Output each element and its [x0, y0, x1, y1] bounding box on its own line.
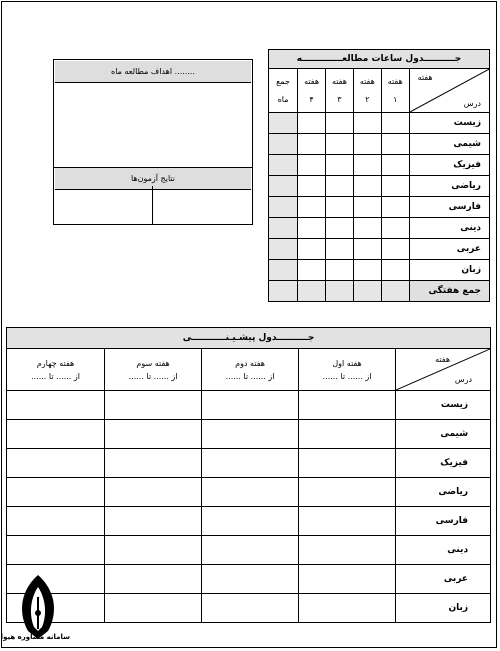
- hours-total-cell[interactable]: [269, 260, 298, 281]
- plan-cell[interactable]: [299, 565, 396, 594]
- plan-cell[interactable]: [299, 536, 396, 565]
- hours-cell[interactable]: [381, 218, 409, 239]
- hours-cell[interactable]: [353, 155, 381, 176]
- hours-total-cell[interactable]: [269, 176, 298, 197]
- hours-total-cell[interactable]: [269, 197, 298, 218]
- goals-write-area[interactable]: [54, 83, 252, 168]
- plan-cell[interactable]: [299, 449, 396, 478]
- hours-cell[interactable]: [326, 176, 354, 197]
- hours-weekly-total-cell[interactable]: [326, 281, 354, 302]
- plan-cell[interactable]: [202, 391, 299, 420]
- hours-corner-cell: [409, 69, 489, 113]
- plan-cell[interactable]: [202, 449, 299, 478]
- hours-subject: فیزیک: [409, 155, 489, 176]
- hours-subject: ریاضی: [409, 176, 489, 197]
- results-write-area[interactable]: [54, 190, 252, 224]
- plan-cell[interactable]: [202, 420, 299, 449]
- hours-total-cell[interactable]: [269, 155, 298, 176]
- hours-week-header: هفته ۱: [381, 69, 409, 113]
- hours-total-cell[interactable]: [269, 134, 298, 155]
- plan-subject: عربی: [396, 565, 491, 594]
- hours-grand-total-cell[interactable]: [269, 281, 298, 302]
- hours-cell[interactable]: [353, 134, 381, 155]
- plan-subject: دینی: [396, 536, 491, 565]
- hours-cell[interactable]: [353, 113, 381, 134]
- plan-corner-week: هفته: [435, 355, 451, 364]
- hours-subject: زیست: [409, 113, 489, 134]
- hours-cell[interactable]: [326, 134, 354, 155]
- plan-week-header: هفته چهارم از ...... تا ......: [7, 349, 105, 391]
- plan-cell[interactable]: [105, 536, 202, 565]
- hours-cell[interactable]: [298, 218, 326, 239]
- hours-cell[interactable]: [298, 239, 326, 260]
- plan-cell[interactable]: [299, 594, 396, 623]
- hours-subject: زبان: [409, 260, 489, 281]
- goals-results-box: [53, 59, 253, 225]
- hours-weekly-total-label: جمع هفتگی: [409, 281, 489, 302]
- hours-cell[interactable]: [381, 134, 409, 155]
- plan-week-header: هفته دوم از ...... تا ......: [202, 349, 299, 391]
- plan-cell[interactable]: [105, 594, 202, 623]
- plan-subject: زبان: [396, 594, 491, 623]
- plan-cell[interactable]: [202, 507, 299, 536]
- hours-total-header: جمع ماه: [269, 69, 298, 113]
- study-hours-table: [268, 49, 490, 302]
- hours-subject: فارسی: [409, 197, 489, 218]
- hours-cell[interactable]: [353, 239, 381, 260]
- hours-cell[interactable]: [298, 134, 326, 155]
- hours-subject: دینی: [409, 218, 489, 239]
- plan-subject: ریاضی: [396, 478, 491, 507]
- hours-cell[interactable]: [298, 260, 326, 281]
- hours-cell[interactable]: [326, 260, 354, 281]
- hours-cell[interactable]: [353, 218, 381, 239]
- plan-week-header: هفته اول از ...... تا ......: [299, 349, 396, 391]
- plan-cell[interactable]: [7, 536, 105, 565]
- plan-subject: شیمی: [396, 420, 491, 449]
- hours-cell[interactable]: [353, 176, 381, 197]
- hours-cell[interactable]: [381, 239, 409, 260]
- hours-cell[interactable]: [381, 197, 409, 218]
- plan-cell[interactable]: [7, 478, 105, 507]
- hours-cell[interactable]: [298, 176, 326, 197]
- hours-total-cell[interactable]: [269, 218, 298, 239]
- hours-week-header: هفته ۳: [326, 69, 354, 113]
- plan-cell[interactable]: [7, 420, 105, 449]
- plan-cell[interactable]: [7, 449, 105, 478]
- hours-corner-week: هفته: [417, 73, 433, 82]
- hours-cell[interactable]: [381, 176, 409, 197]
- plan-cell[interactable]: [202, 536, 299, 565]
- plan-cell[interactable]: [202, 478, 299, 507]
- hours-cell[interactable]: [353, 197, 381, 218]
- hours-weekly-total-cell[interactable]: [353, 281, 381, 302]
- plan-subject: فارسی: [396, 507, 491, 536]
- results-divider: [152, 186, 153, 225]
- hours-cell[interactable]: [298, 155, 326, 176]
- hours-cell[interactable]: [353, 260, 381, 281]
- hours-weekly-total-cell[interactable]: [381, 281, 409, 302]
- plan-cell[interactable]: [299, 420, 396, 449]
- study-hours-title: جــــــــــدول ساعات مطالعـــــــــــــه: [269, 50, 490, 69]
- hours-cell[interactable]: [326, 239, 354, 260]
- plan-cell[interactable]: [105, 449, 202, 478]
- hours-cell[interactable]: [326, 197, 354, 218]
- plan-cell[interactable]: [105, 565, 202, 594]
- plan-week-header: هفته سوم از ...... تا ......: [105, 349, 202, 391]
- plan-cell[interactable]: [7, 507, 105, 536]
- hours-total-cell[interactable]: [269, 239, 298, 260]
- plan-corner-lesson: درس: [454, 375, 473, 384]
- hours-cell[interactable]: [326, 113, 354, 134]
- hours-total-cell[interactable]: [269, 113, 298, 134]
- hours-cell[interactable]: [381, 260, 409, 281]
- hours-cell[interactable]: [326, 218, 354, 239]
- plan-subject: زیست: [396, 391, 491, 420]
- hours-weekly-total-cell[interactable]: [298, 281, 326, 302]
- plan-cell[interactable]: [105, 420, 202, 449]
- plan-cell[interactable]: [202, 565, 299, 594]
- plan-cell[interactable]: [105, 478, 202, 507]
- logo-text: سامانه مشاوره هیوا: [0, 633, 70, 641]
- weekly-plan-table: [6, 327, 491, 623]
- plan-cell[interactable]: [7, 391, 105, 420]
- hours-cell[interactable]: [326, 155, 354, 176]
- hours-subject: شیمی: [409, 134, 489, 155]
- hours-cell[interactable]: [298, 197, 326, 218]
- plan-cell[interactable]: [299, 507, 396, 536]
- plan-corner-cell: [396, 349, 491, 391]
- plan-cell[interactable]: [105, 507, 202, 536]
- plan-cell[interactable]: [299, 391, 396, 420]
- hours-cell[interactable]: [381, 113, 409, 134]
- hours-week-header: هفته ۴: [298, 69, 326, 113]
- plan-cell[interactable]: [202, 594, 299, 623]
- hours-cell[interactable]: [381, 155, 409, 176]
- goals-title: اهداف مطالعه ماه ........: [55, 61, 251, 83]
- plan-subject: فیزیک: [396, 449, 491, 478]
- hours-corner-lesson: درس: [463, 99, 481, 108]
- hours-week-header: هفته ۲: [353, 69, 381, 113]
- plan-cell[interactable]: [299, 478, 396, 507]
- results-title: نتایج آزمون‌ها: [55, 168, 251, 190]
- plan-cell[interactable]: [105, 391, 202, 420]
- weekly-plan-title: جــــــــــدول پیشـیـنـــــــــــی: [7, 328, 491, 349]
- brand-logo: [0, 573, 70, 645]
- hours-subject: عربی: [409, 239, 489, 260]
- hours-cell[interactable]: [298, 113, 326, 134]
